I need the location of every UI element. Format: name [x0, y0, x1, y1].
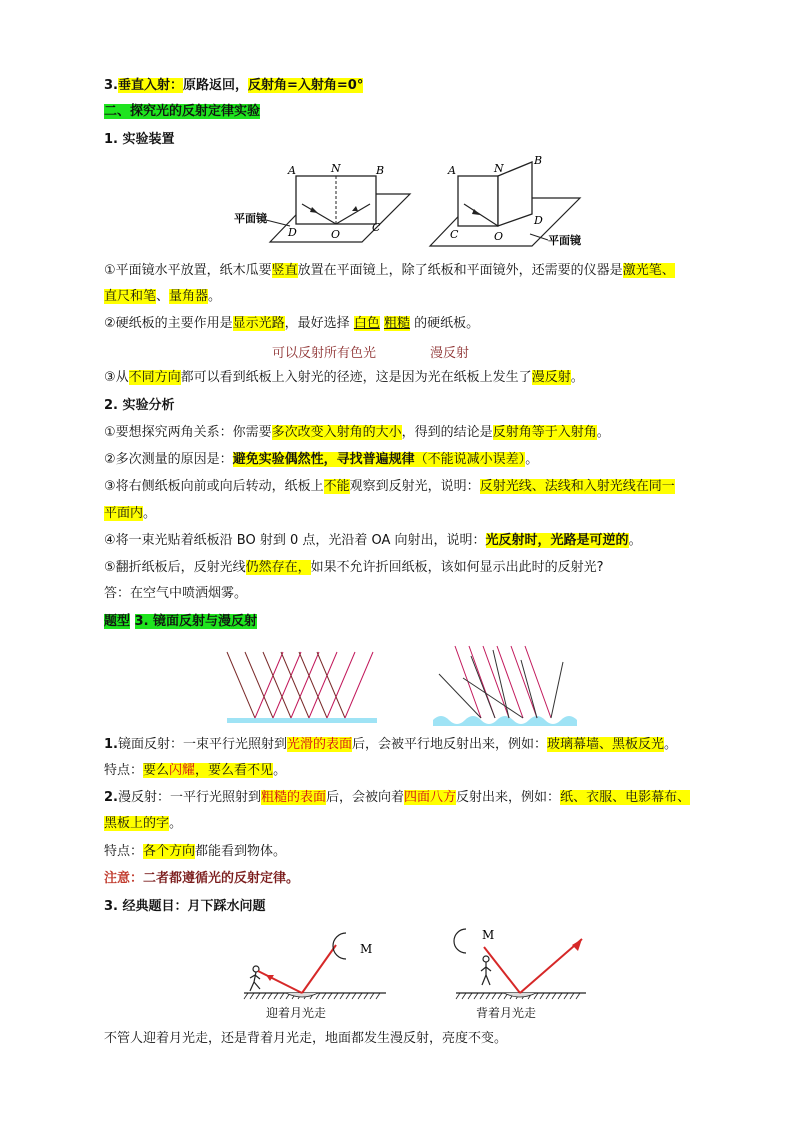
puddle-left — [286, 993, 318, 997]
text: 后，会被平行地反射出来，例如： — [352, 737, 548, 752]
text: 。 — [570, 370, 584, 385]
text: 。 — [143, 506, 157, 521]
text: 。 — [596, 425, 610, 440]
analysis-3 — [104, 478, 675, 496]
specular-reflected-ray — [345, 652, 373, 718]
term-smooth-surface: 光滑的表面 — [287, 737, 353, 752]
text: 特点： — [104, 763, 144, 778]
specular-incident-ray — [227, 652, 255, 718]
note-text: 二者都遵循光的反射定律。 — [143, 871, 300, 886]
paragraph-2 — [104, 315, 479, 333]
handwritten-note-2: 漫反射 — [430, 346, 470, 361]
section-title: 二、探究光的反射定律实验 — [104, 104, 261, 119]
term-diffuse: 漫反射 — [531, 370, 571, 385]
term-show-path: 显示光路 — [232, 316, 285, 331]
caption-right: 背着月光走 — [476, 1006, 537, 1020]
label-c: C — [372, 221, 381, 234]
label-d2: D — [534, 214, 543, 227]
text: 漫反射：一平行光照射到 — [117, 790, 261, 805]
label-d: D — [288, 226, 297, 239]
diffuse-reflected-ray — [493, 650, 509, 718]
paragraph-3 — [104, 369, 584, 387]
apparatus-figure — [230, 154, 600, 254]
board-right — [458, 176, 498, 226]
term-paper-cloth: 纸、衣服、电影幕布、 — [560, 790, 691, 805]
ray-right-arrow — [572, 939, 582, 951]
reflection-types-figure — [225, 640, 585, 728]
vertical-incidence-term: 垂直入射： — [117, 78, 183, 93]
paragraph-1b — [104, 288, 221, 306]
vertical-incidence-desc: 原路返回， — [183, 78, 249, 93]
label-b2: B — [534, 154, 543, 167]
text: 都能看到物体。 — [195, 844, 287, 859]
caption-left: 迎着月光走 — [266, 1006, 327, 1020]
term-reversible: 光反射时，光路是可逆的 — [485, 533, 629, 548]
label-o2: O — [494, 230, 504, 243]
section-heading-reflection-types — [104, 613, 257, 631]
text: ②硬纸板的主要作用是 — [104, 316, 233, 331]
text: 镜面反射：一束平行光照射到 — [117, 737, 287, 752]
text: 观察到反射光，说明： — [349, 479, 480, 494]
term-either: 要么 — [143, 763, 170, 778]
text: 都可以看到纸板上入射光的径迹，这是因为光在纸板上发生了 — [180, 370, 532, 385]
diffuse-incident-ray — [483, 646, 509, 718]
type-title: 3. 镜面反射与漫反射 — [134, 614, 258, 629]
diffuse-reflected-ray — [471, 656, 495, 718]
text: 如果不允许折回纸板，该如何显示出此时的反射光? — [310, 560, 604, 575]
text: 。 — [664, 737, 678, 752]
text: 。 — [169, 816, 183, 831]
moon-right-icon — [454, 929, 466, 953]
smooth-surface — [227, 718, 377, 723]
paragraph-1 — [104, 262, 675, 280]
term-different-directions: 不同方向 — [128, 370, 181, 385]
item-number: 3. — [104, 78, 118, 93]
term-conclusion: 反射角等于入射角 — [492, 425, 597, 440]
text: 的硬纸板。 — [414, 316, 480, 331]
label-c2: C — [450, 228, 459, 241]
moon-label-left: M — [360, 942, 373, 956]
term-plane: 平面内 — [104, 506, 144, 521]
label-n: N — [331, 162, 341, 175]
label-o: O — [331, 228, 341, 241]
text: ⑤翻折纸板后，反射光线 — [104, 560, 246, 575]
analysis-3b — [104, 505, 156, 523]
text: 1. — [104, 737, 118, 752]
term-dazzle: 闪耀 — [169, 763, 196, 778]
text: ③将右侧纸板向前或向后转动，纸板上 — [104, 479, 324, 494]
text: ①要想探究两角关系：你需要 — [104, 425, 272, 440]
walker-right-icon — [481, 956, 491, 985]
text: 2. — [104, 790, 118, 805]
diffuse-reflected-ray — [551, 662, 563, 718]
term-avoid-chance: 避免实验偶然性，寻找普遍规律 — [232, 452, 415, 467]
label-b: B — [376, 164, 385, 177]
text: 、 — [156, 289, 170, 304]
diffuse-paragraph — [104, 789, 690, 807]
term-change-angle: 多次改变入射角的大小 — [271, 425, 402, 440]
moonlight-figure — [236, 925, 596, 1025]
diffuse-reflected-ray — [439, 674, 481, 718]
term-blackboard-text: 黑板上的字 — [104, 816, 170, 831]
analysis-1 — [104, 424, 610, 442]
term-every-direction: 各个方向 — [143, 844, 196, 859]
diffuse-incident-ray — [525, 646, 551, 718]
term-white: 白色 — [353, 316, 380, 331]
term-protractor: 量角器 — [169, 289, 209, 304]
text: 。 — [273, 763, 287, 778]
text: 。 — [628, 533, 642, 548]
moon-label-right: M — [482, 928, 495, 942]
text: 后，会被向着 — [326, 790, 405, 805]
text: ，最好选择 — [284, 316, 350, 331]
text: ④将一束光贴着纸板沿 BO 射到 0 点，光沿着 OA 向射出，说明： — [104, 533, 486, 548]
subheading-moon-problem: 3. 经典题目：月下踩水问题 — [104, 899, 266, 914]
note-line — [104, 870, 299, 888]
term-rough: 粗糙 — [383, 316, 410, 331]
term-ruler-pen: 直尺和笔 — [104, 289, 157, 304]
term-still-exists: 仍然存在， — [245, 560, 311, 575]
diffuse-paragraph-b — [104, 815, 182, 833]
term-rough-surface: 粗糙的表面 — [261, 790, 327, 805]
section-heading-experiment — [104, 103, 260, 121]
term-same-plane: 反射光线、法线和入射光线在同一 — [479, 479, 675, 494]
term-all-directions: 四面八方 — [404, 790, 457, 805]
type-label: 题型 — [104, 614, 131, 629]
term-laser-pen: 激光笔、 — [622, 263, 675, 278]
note-label: 注意： — [104, 871, 144, 886]
label-n2: N — [494, 162, 504, 175]
rough-surface — [433, 716, 577, 726]
text: ①平面镜水平放置，纸木瓜要 — [104, 263, 272, 278]
text: 特点： — [104, 844, 144, 859]
term-cannot: 不能 — [323, 479, 350, 494]
mirror-label-left: 平面镜 — [234, 212, 267, 225]
term-vertical: 竖直 — [271, 263, 298, 278]
angle-equation: 反射角=入射角=0° — [248, 78, 364, 93]
text: 放置在平面镜上，除了纸板和平面镜外，还需要的仪器是 — [297, 263, 623, 278]
subheading-apparatus: 1. 实验装置 — [104, 132, 175, 147]
term-glass-wall: 玻璃幕墙、黑板反光 — [547, 737, 665, 752]
text: ②多次测量的原因是： — [104, 452, 233, 467]
mirror-label-right: 平面镜 — [548, 234, 581, 247]
diffuse-incident-ray — [511, 646, 537, 718]
label-a2: A — [448, 164, 456, 177]
text: 。 — [525, 452, 539, 467]
diffuse-feature — [104, 843, 286, 861]
diffuse-reflected-ray — [521, 660, 537, 718]
specular-paragraph — [104, 736, 677, 754]
analysis-4 — [104, 532, 642, 550]
subheading-analysis: 2. 实验分析 — [104, 398, 175, 413]
specular-feature — [104, 762, 286, 780]
text: 反射出来，例如： — [456, 790, 561, 805]
ray-right-out — [520, 939, 582, 993]
ray-left-out — [258, 971, 302, 993]
vertical-incidence-line — [104, 77, 363, 95]
conclusion: 不管人迎着月光走，还是背着月光走，地面都发生漫反射，亮度不变。 — [104, 1031, 508, 1046]
ray-left-in — [302, 945, 336, 993]
walker-left-icon — [250, 966, 260, 991]
diffuse-incident-ray — [455, 646, 481, 718]
text: 。 — [208, 289, 222, 304]
text: ，得到的结论是 — [401, 425, 493, 440]
analysis-5 — [104, 559, 604, 577]
analysis-2 — [104, 451, 538, 469]
answer: 答：在空气中喷洒烟雾。 — [104, 586, 248, 601]
term-not-error: （不能说减小误差） — [414, 452, 526, 467]
handwritten-note-1: 可以反射所有色光 — [272, 346, 377, 361]
label-a: A — [288, 164, 296, 177]
term-invisible: ，要么看不见 — [195, 763, 274, 778]
text: ③从 — [104, 370, 129, 385]
puddle-right — [504, 993, 536, 997]
